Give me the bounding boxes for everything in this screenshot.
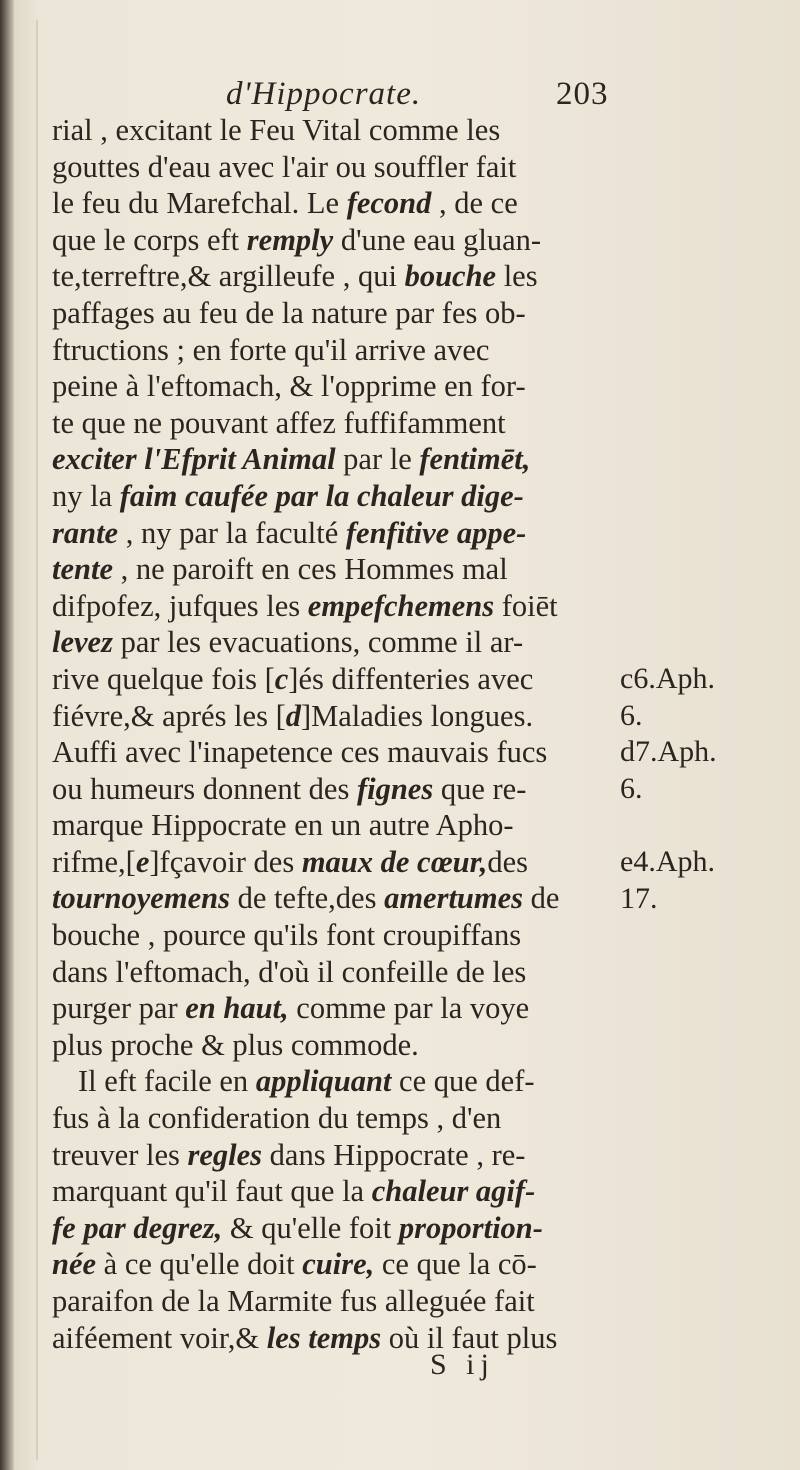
text-line — [52, 698, 622, 735]
text-segment: rial , excitant le Feu Vital comme les — [52, 113, 501, 147]
italic-text: levez — [52, 625, 113, 660]
text-segment: à ce qu'elle doit — [96, 1247, 303, 1282]
italic-text: c — [274, 661, 289, 696]
text-line — [52, 1283, 622, 1320]
italic-text: fignes — [356, 771, 434, 806]
italic-text: fecond — [346, 186, 432, 221]
italic-text: proportion- — [398, 1210, 543, 1245]
text-line — [52, 515, 622, 552]
text-line — [52, 661, 622, 698]
text-line — [52, 990, 622, 1027]
text-line — [52, 441, 622, 478]
italic-text: regles — [187, 1137, 263, 1172]
text-segment: difpofez, jufques les — [52, 588, 308, 623]
text-segment: par les evacuations, comme il ar- — [112, 625, 524, 660]
text-line — [52, 917, 622, 954]
margin-note: 6. — [620, 771, 643, 805]
italic-text: chaleur agif- — [371, 1174, 536, 1209]
text-line — [52, 112, 622, 149]
italic-text: tente — [52, 552, 113, 587]
italic-text: tournoyemens — [52, 881, 230, 916]
text-line — [52, 1100, 622, 1137]
text-segment: ]és diffenteries avec — [288, 661, 534, 696]
italic-text: fe par degrez, — [52, 1210, 223, 1245]
text-segment: marque Hippocrate en un autre Apho- — [52, 808, 514, 843]
text-segment: aiféement voir,& — [52, 1320, 267, 1355]
page-crease — [36, 20, 38, 1460]
text-line — [52, 1173, 622, 1210]
text-segment: rifme,[ — [52, 844, 136, 879]
text-line — [52, 880, 622, 917]
margin-note: 6. — [620, 698, 643, 732]
text-segment: bouche , pource qu'ils font croupiffans — [52, 918, 522, 953]
text-segment: comme par la voye — [288, 991, 530, 1026]
margin-note: e4.Aph. — [620, 845, 715, 878]
text-segment: paffages au feu de la nature par fes ob- — [52, 295, 526, 330]
text-segment: gouttes d'eau avec l'air ou souffler fait — [52, 149, 517, 184]
italic-text: les temps — [266, 1320, 382, 1355]
text-segment: que re- — [433, 771, 527, 806]
italic-text: appliquant — [255, 1064, 392, 1099]
italic-text: bouche — [404, 259, 497, 294]
text-segment: le feu du Marefchal. Le — [52, 186, 347, 221]
text-segment: ce que la cō- — [374, 1247, 537, 1282]
page-number: 203 — [556, 76, 609, 112]
text-line — [52, 222, 622, 259]
text-line — [52, 734, 622, 771]
text-segment: par le — [335, 442, 420, 477]
text-line — [52, 771, 622, 808]
italic-text: remply — [246, 222, 334, 257]
italic-text: cuire, — [302, 1247, 375, 1282]
italic-text: en haut, — [185, 991, 289, 1026]
text-segment: treuver les — [52, 1137, 188, 1172]
text-line — [52, 807, 622, 844]
italic-text: maux de cœur, — [301, 844, 488, 879]
italic-text: e — [135, 844, 150, 879]
italic-text: fentimēt, — [419, 442, 531, 477]
text-line — [52, 258, 622, 295]
italic-text: fenfitive appe- — [345, 515, 527, 550]
text-line — [52, 295, 622, 332]
text-segment: d'une eau gluan- — [333, 222, 542, 257]
text-line — [52, 624, 622, 661]
text-line — [52, 332, 622, 369]
margin-note: d7.Aph. — [620, 735, 717, 769]
text-segment: de — [523, 881, 560, 916]
text-segment: où il faut plus — [381, 1320, 558, 1355]
text-line — [52, 1210, 622, 1247]
text-segment: & qu'elle foit — [222, 1210, 399, 1245]
italic-text: exciter l'Efprit Animal — [52, 442, 336, 477]
text-segment: paraifon de la Marmite fus alleguée fait — [52, 1284, 535, 1318]
text-segment: foiēt — [494, 588, 558, 623]
text-segment: que le corps eft — [52, 222, 247, 257]
italic-text: née — [52, 1247, 97, 1282]
running-head-title: d'Hippocrate. — [226, 76, 422, 112]
text-line — [52, 405, 622, 442]
text-segment: ny la — [52, 478, 120, 513]
text-segment: te,terreftre,& argilleufe , qui — [52, 259, 405, 294]
text-segment: , ne paroift en ces Hommes mal — [113, 552, 508, 587]
text-line — [52, 1063, 622, 1100]
text-segment: ce que def- — [391, 1064, 535, 1099]
italic-text: amertumes — [384, 881, 524, 916]
text-segment: peine à l'eftomach, & l'opprime en for- — [52, 369, 526, 404]
text-line — [52, 551, 622, 588]
text-segment: Auffi avec l'inapetence ces mauvais fucs — [52, 735, 548, 770]
text-segment: , ny par la faculté — [118, 515, 346, 550]
italic-text: faim caufée par la chaleur dige- — [119, 478, 524, 513]
text-segment: fiévre,& aprés les [ — [52, 698, 286, 733]
italic-text: d — [285, 698, 301, 733]
text-segment: te que ne pouvant affez fuffifamment — [52, 405, 506, 440]
text-segment: dans l'eftomach, d'où il confeille de les — [52, 954, 527, 989]
text-segment: de tefte,des — [229, 881, 385, 916]
text-segment: ]fçavoir des — [149, 844, 302, 879]
text-segment: purger par — [52, 991, 186, 1026]
text-line — [52, 368, 622, 405]
text-segment: marquant qu'il faut que la — [52, 1174, 372, 1209]
text-segment: ftructions ; en forte qu'il arrive avec — [52, 332, 490, 367]
text-segment: rive quelque fois [ — [52, 661, 275, 696]
italic-text: empefchemens — [307, 588, 495, 623]
body-text — [52, 112, 622, 1356]
text-segment: les — [496, 259, 538, 294]
text-line — [52, 954, 622, 991]
binding-gutter — [0, 0, 14, 1470]
text-segment: ]Maladies longues. — [300, 698, 534, 733]
marginal-references — [620, 0, 795, 1470]
text-segment: des — [487, 844, 529, 879]
text-line — [52, 185, 622, 222]
text-segment: ou humeurs donnent des — [52, 771, 357, 806]
text-line — [52, 588, 622, 625]
signature-mark: S ij — [430, 1348, 495, 1381]
text-line — [52, 1246, 622, 1283]
text-segment: plus proche & plus commode. — [52, 1027, 419, 1062]
text-line — [52, 844, 622, 881]
text-segment: Il eft facile en — [78, 1064, 256, 1099]
text-segment: dans Hippocrate , re- — [262, 1137, 526, 1172]
text-line — [52, 1137, 622, 1174]
text-line — [52, 478, 622, 515]
text-segment: , de ce — [431, 186, 518, 221]
italic-text: rante — [52, 515, 119, 550]
margin-note: 17. — [620, 881, 658, 915]
text-line — [52, 1027, 622, 1064]
text-segment: fus à la confideration du temps , d'en — [52, 1101, 502, 1136]
running-head — [48, 72, 628, 116]
text-line — [52, 149, 622, 186]
margin-note: c6.Aph. — [620, 662, 715, 695]
